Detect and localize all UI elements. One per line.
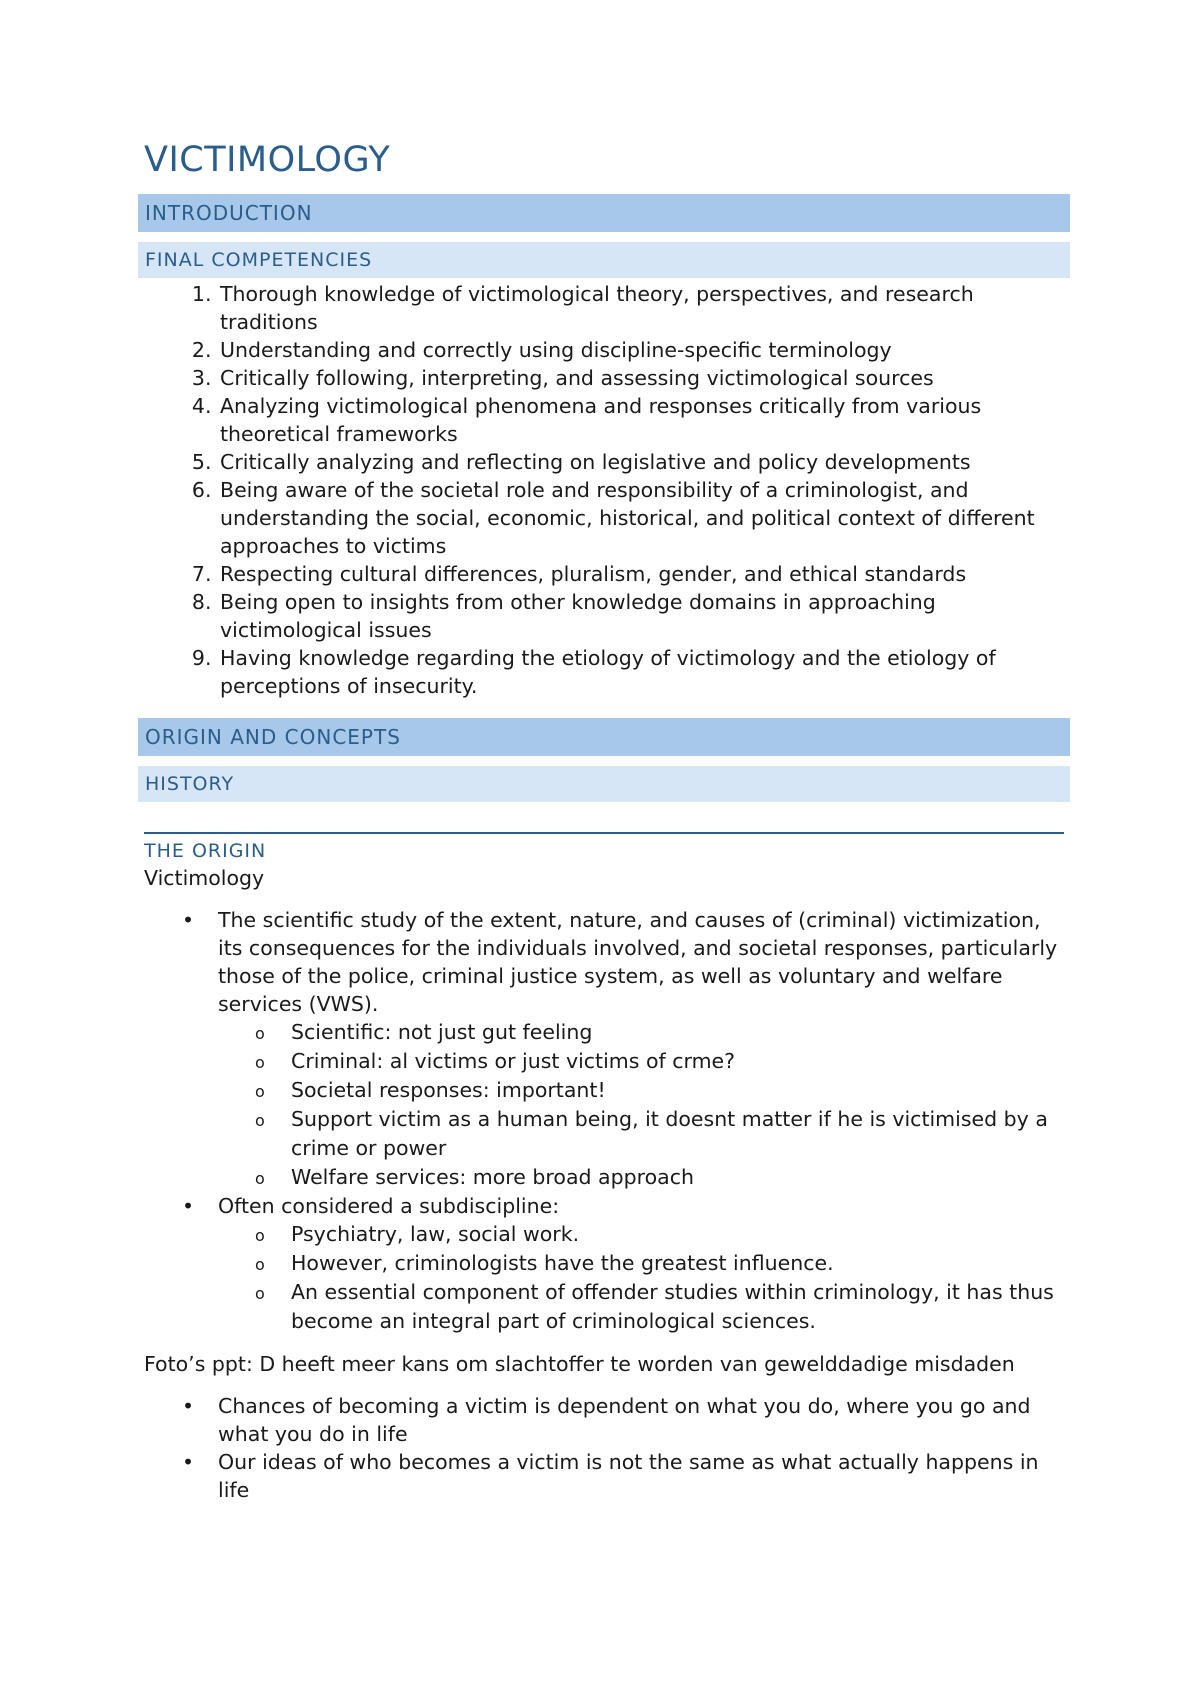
list-item (182, 1192, 1070, 1336)
sub-bullet-marker: o (255, 1053, 265, 1072)
sub-bullet-text: Support victim as a human being, it doesnt matter if he is victimised by a crime or power (291, 1107, 1048, 1160)
heading-history: HISTORY (138, 766, 1070, 802)
list-item (255, 1163, 1070, 1192)
bullet-marker: • (182, 908, 195, 932)
sub-bullet-text: Societal responses: important! (291, 1078, 606, 1102)
list-item (255, 1249, 1070, 1278)
list-item (255, 1220, 1070, 1249)
origin-term: Victimology (144, 866, 265, 890)
bullet-text: The scientific study of the extent, nature, and causes of (criminal) victimization, its consequences for the individuals involved, and societal responses, particularly those of the police, criminal justice system, as well as voluntary and welfare services (VWS). (218, 908, 1058, 1016)
list-item (255, 1105, 1070, 1163)
sub-bullet-marker: o (255, 1284, 265, 1303)
sub-bullet-marker: o (255, 1169, 265, 1188)
list-item (182, 1392, 1070, 1448)
sub-bullet-marker: o (255, 1082, 265, 1101)
sub-bullets (218, 1018, 1070, 1192)
list-item (182, 906, 1070, 1192)
list-item (255, 1076, 1070, 1105)
list-item: 2. Understanding and correctly using discipline-specific terminology (218, 336, 1070, 364)
list-item: 1. Thorough knowledge of victimological theory, perspectives, and research traditions (218, 280, 1070, 336)
foto-bullets (138, 1392, 1070, 1504)
competencies-list (138, 280, 1070, 700)
list-item: 7. Respecting cultural differences, pluralism, gender, and ethical standards (218, 560, 1070, 588)
foto-note: Foto’s ppt: D heeft meer kans om slachtoffer te worden van gewelddadige misdaden (144, 1352, 1015, 1376)
sub-bullet-marker: o (255, 1255, 265, 1274)
list-item: 5. Critically analyzing and reflecting on legislative and policy developments (218, 448, 1070, 476)
bullet-marker: • (182, 1194, 195, 1218)
bullet-text: Our ideas of who becomes a victim is not the same as what actually happens in life (218, 1450, 1039, 1502)
heading-introduction: INTRODUCTION (138, 194, 1070, 232)
sub-bullets (218, 1220, 1070, 1336)
document-title: VICTIMOLOGY (144, 140, 391, 180)
heading-final-competencies: FINAL COMPETENCIES (138, 242, 1070, 278)
bullet-text: Chances of becoming a victim is dependent on what you do, where you go and what you do in life (218, 1394, 1031, 1446)
heading-the-origin-block (138, 832, 1070, 864)
list-item (255, 1278, 1070, 1336)
heading-rule (144, 832, 1064, 834)
list-item (255, 1047, 1070, 1076)
sub-bullet-text: Welfare services: more broad approach (291, 1165, 694, 1189)
heading-origin-and-concepts: ORIGIN AND CONCEPTS (138, 718, 1070, 756)
bullet-marker: • (182, 1394, 195, 1418)
sub-bullet-marker: o (255, 1024, 265, 1043)
origin-bullets (138, 906, 1070, 1336)
sub-bullet-text: Criminal: al victims or just victims of crme? (291, 1049, 736, 1073)
list-item: 9. Having knowledge regarding the etiology of victimology and the etiology of perceptions of insecurity. (218, 644, 1070, 700)
bullet-marker: • (182, 1450, 195, 1474)
heading-the-origin: THE ORIGIN (144, 840, 267, 862)
sub-bullet-text: Psychiatry, law, social work. (291, 1222, 580, 1246)
sub-bullet-text: Scientific: not just gut feeling (291, 1020, 593, 1044)
sub-bullet-text: An essential component of offender studies within criminology, it has thus become an integral part of criminological sciences. (291, 1280, 1054, 1333)
sub-bullet-marker: o (255, 1111, 265, 1130)
bullet-text: Often considered a subdiscipline: (218, 1194, 560, 1218)
list-item: 8. Being open to insights from other knowledge domains in approaching victimological issues (218, 588, 1070, 644)
list-item: 3. Critically following, interpreting, and assessing victimological sources (218, 364, 1070, 392)
sub-bullet-marker: o (255, 1226, 265, 1245)
list-item: 4. Analyzing victimological phenomena and responses critically from various theoretical frameworks (218, 392, 1070, 448)
list-item (182, 1448, 1070, 1504)
sub-bullet-text: However, criminologists have the greatest influence. (291, 1251, 834, 1275)
list-item (255, 1018, 1070, 1047)
document-page (138, 138, 1070, 1518)
list-item: 6. Being aware of the societal role and responsibility of a criminologist, and understanding the social, economic, historical, and political context of different approaches to victims (218, 476, 1070, 560)
